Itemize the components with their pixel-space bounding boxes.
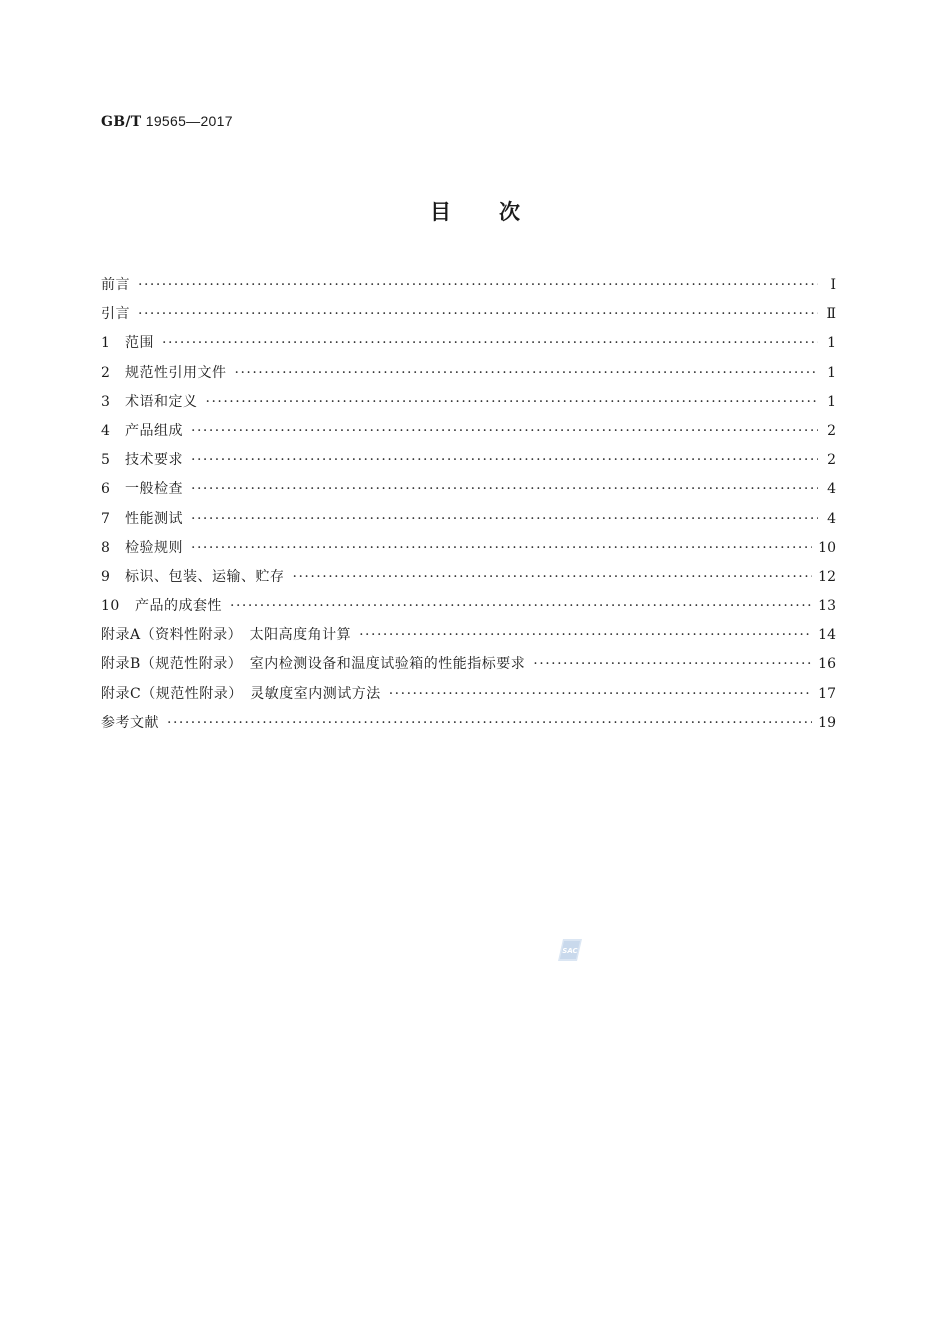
toc-leader [167,709,812,738]
toc-number: 5 [101,452,111,469]
toc-leader [191,505,818,534]
toc-entry-preface[interactable] [101,271,836,300]
toc-label: 一般检查 [125,481,183,498]
toc-page: 16 [818,656,836,673]
toc-page: 4 [827,481,836,498]
toc-leader [235,359,819,388]
toc-number: 6 [101,481,111,498]
toc-number: 3 [101,393,111,410]
toc-number: 1 [101,335,111,352]
page-title: 目次 [430,199,568,224]
toc-entry-4[interactable] [101,417,836,446]
toc-label: 规范性引用文件 [125,364,227,381]
toc-leader [191,534,812,563]
toc-number: 4 [101,422,111,439]
toc-page: 2 [827,422,836,439]
toc-page: 14 [818,627,836,644]
toc-label: 技术要求 [125,452,183,469]
toc-label: 范围 [125,335,154,352]
toc-entry-2[interactable] [101,359,836,388]
toc-entry-introduction[interactable] [101,300,836,329]
svg-text:SAC: SAC [562,947,578,955]
toc-page: 17 [818,685,836,702]
toc-page: 1 [827,335,836,352]
toc-number: 10 [101,598,120,615]
toc-page: 10 [818,539,836,556]
toc-label: 附录C（规范性附录） 灵敏度室内测试方法 [101,685,381,702]
toc-label: 前言 [101,277,130,293]
toc-leader [293,563,813,592]
toc-entry-references[interactable] [101,709,836,738]
toc-entry-1[interactable] [101,329,836,358]
toc-leader [359,621,812,650]
toc-entry-8[interactable] [101,534,836,563]
standard-code-prefix: GB/T [101,114,142,130]
toc-leader [191,446,818,475]
toc-number: 8 [101,539,111,556]
toc-label: 检验规则 [125,539,183,556]
toc-page: 1 [827,364,836,381]
toc-entry-5[interactable] [101,446,836,475]
toc-number: 9 [101,568,111,585]
toc-leader [533,650,812,679]
toc-page: 19 [818,714,836,731]
toc-label: 标识、包装、运输、贮存 [125,568,285,585]
toc-label: 附录B（规范性附录） 室内检测设备和温度试验箱的性能指标要求 [101,656,526,673]
toc-page: Ⅰ [830,277,836,293]
toc-label: 性能测试 [125,510,183,527]
toc-page: Ⅱ [826,306,836,323]
toc-label: 附录A（资料性附录） 太阳高度角计算 [101,627,352,644]
toc-page: 1 [827,393,836,410]
toc-label: 术语和定义 [125,393,198,410]
sac-logo-icon [557,938,583,962]
toc-label: 引言 [101,306,130,323]
toc-page: 4 [827,510,836,527]
toc-entry-3[interactable] [101,388,836,417]
toc-page: 12 [818,568,836,585]
toc-number: 7 [101,510,111,527]
toc-leader [138,271,818,300]
toc-label: 产品的成套性 [135,598,222,615]
toc-label: 参考文献 [101,714,159,731]
toc-number: 2 [101,364,111,381]
toc-leader [389,680,812,709]
toc-label: 产品组成 [125,422,183,439]
standard-code [101,113,233,130]
toc-leader [191,417,818,446]
toc-entry-9[interactable] [101,563,836,592]
toc-leader [191,475,818,504]
table-of-contents [101,271,836,738]
toc-leader [162,329,818,358]
toc-entry-appendix-c[interactable] [101,680,836,709]
standard-code-number: 19565—2017 [145,113,233,129]
toc-page: 2 [827,452,836,469]
toc-entry-6[interactable] [101,475,836,504]
toc-entry-7[interactable] [101,505,836,534]
toc-entry-10[interactable] [101,592,836,621]
toc-leader [206,388,819,417]
toc-leader [138,300,818,329]
toc-entry-appendix-a[interactable] [101,621,836,650]
toc-leader [230,592,812,621]
toc-page: 13 [818,598,836,615]
toc-entry-appendix-b[interactable] [101,650,836,679]
